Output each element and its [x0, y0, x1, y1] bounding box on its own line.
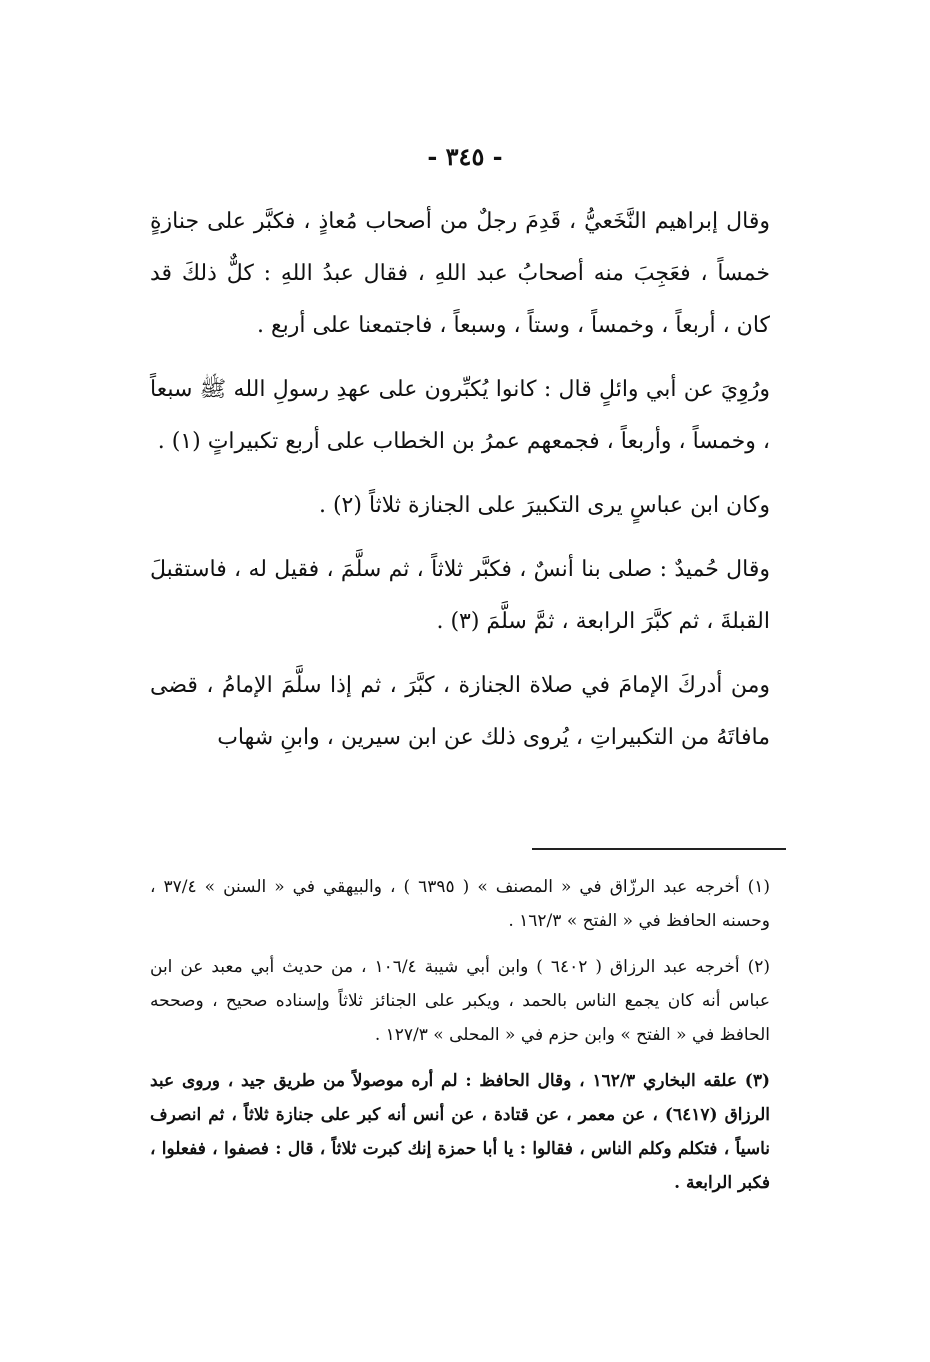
footnotes	[150, 870, 770, 1200]
footnote-divider	[532, 848, 786, 850]
main-text	[150, 196, 770, 764]
footnote-3: (٣) علقه البخاري ١٦٢/٣ ، وقال الحافظ : لم أره موصولاً من طريق جيد ، وروى عبد الرزاق (٦٤١٧) ، عن معمر ، عن قتادة ، عن أنس أنه كبر على جنازة ثلاثاً ، ثم انصرف ناسياً ، فتكلم وكلم الناس ، فقالوا : يا أبا حمزة إنك كبرت ثلاثاً ، قال : فصفوا ، ففعلوا ، فكبر الرابعة .	[150, 1071, 770, 1193]
footnote-1: (١) أخرجه عبد الرزّاق في « المصنف » ( ٦٣٩٥ ) ، والبيهقي في « السنن » ٣٧/٤ ، وحسنه الحافظ في « الفتح » ١٦٢/٣ .	[150, 877, 770, 931]
page-number: - ٣٤٥ -	[427, 142, 503, 171]
paragraph-humaid: وقال حُميدٌ : صلى بنا أنسٌ ، فكبَّر ثلاثاً ، ثم سلَّمَ ، فقيل له ، فاستقبلَ القبلةَ ، ثم كبَّرَ الرابعة ، ثمَّ سلَّمَ (٣) .	[150, 557, 770, 634]
paragraph-abi-wail: ورُوِيَ عن أبي وائلٍ قال : كانوا يُكبِّرون على عهدِ رسولِ الله ﷺ سبعاً ، وخمساً ، وأربعاً ، فجمعهم عمرُ بن الخطاب على أربع تكبيراتٍ (١) .	[150, 377, 770, 454]
paragraph-ibn-abbas: وكان ابن عباسٍ يرى التكبيرَ على الجنازة ثلاثاً (٢) .	[318, 493, 770, 518]
paragraph-idrak-imam: ومن أدركَ الإمامَ في صلاة الجنازة ، كبَّرَ ، ثم إذا سلَّمَ الإمامُ ، قضى مافاتَهُ من التكبيراتِ ، يُروى ذلك عن ابن سيرين ، وابنِ شهاب	[150, 673, 770, 750]
paragraph-ibrahim-nakhai: وقال إبراهيم النَّخَعيُّ ، قَدِمَ رجلٌ من أصحاب مُعاذٍ ، فكبَّر على جنازةٍ خمساً ، فعَجِبَ منه أصحابُ عبد اللهِ ، فقال عبدُ اللهِ : كلٌّ ذلكَ قد كان ، أربعاً ، وخمساً ، وستاً ، وسبعاً ، فاجتمعنا على أربع .	[150, 209, 770, 338]
footnote-2: (٢) أخرجه عبد الرزاق ( ٦٤٠٢ ) وابن أبي شيبة ١٠٦/٤ ، من حديث أبي معبد عن ابن عباس أنه كان يجمع الناس بالحمد ، ويكبر على الجنائز ثلاثاً وإسناده صحيح ، وصححه الحافظ في « الفتح » وابن حزم في « المحلى » ١٢٧/٣ .	[150, 957, 771, 1045]
